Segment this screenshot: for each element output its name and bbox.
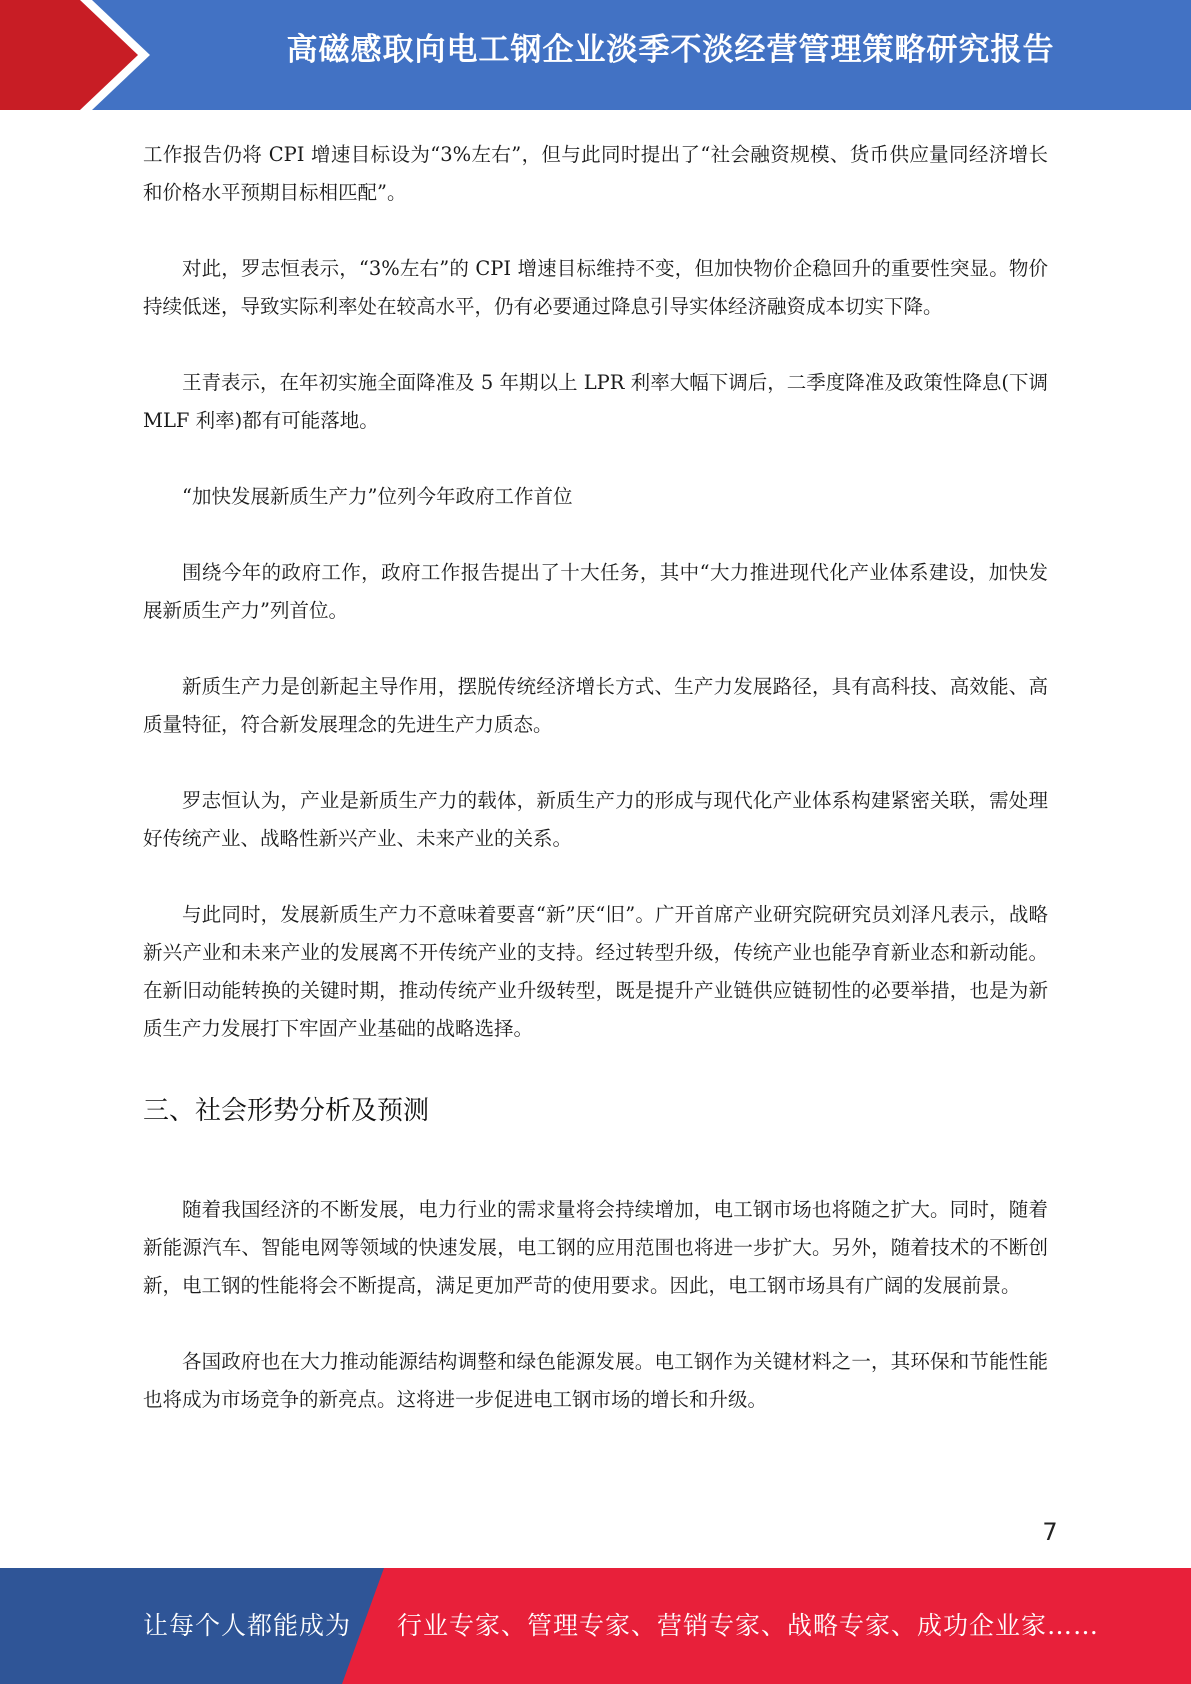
paragraph: 围绕今年的政府工作，政府工作报告提出了十大任务，其中“大力推进现代化产业体系建设，加快发展新质生产力”列首位。	[143, 561, 1048, 622]
subheading-paragraph: “加快发展新质生产力”位列今年政府工作首位	[182, 485, 573, 508]
section-heading: 三、社会形势分析及预测	[143, 1096, 430, 1126]
page-number: 7	[1042, 1518, 1058, 1546]
paragraph: 与此同时，发展新质生产力不意味着要喜“新”厌“旧”。广开首席产业研究院研究员刘泽凡表示，战略新兴产业和未来产业的发展离不开传统产业的支持。经过转型升级，传统产业也能孕育新业态和新动能。在新旧动能转换的关键时期，推动传统产业升级转型，既是提升产业链供应链韧性的必要举措，也是为新质生产力发展打下牢固产业基础的战略选择。	[143, 903, 1048, 1040]
paragraph: 工作报告仍将 CPI 增速目标设为“3%左右”，但与此同时提出了“社会融资规模、货币供应量同经济增长和价格水平预期目标相匹配”。	[143, 143, 1048, 204]
footer-slogan-right: 行业专家、管理专家、营销专家、战略专家、成功企业家……	[397, 1611, 1100, 1640]
header-chevron-decoration	[0, 0, 160, 110]
paragraph: 新质生产力是创新起主导作用，摆脱传统经济增长方式、生产力发展路径，具有高科技、高效能、高质量特征，符合新发展理念的先进生产力质态。	[143, 675, 1048, 736]
report-title: 高磁感取向电工钢企业淡季不淡经营管理策略研究报告	[286, 32, 1055, 68]
paragraph: 对此，罗志恒表示，“3%左右”的 CPI 增速目标维持不变，但加快物价企稳回升的重要性突显。物价持续低迷，导致实际利率处在较高水平，仍有必要通过降息引导实体经济融资成本切实下降。	[143, 257, 1048, 318]
page-footer	[0, 1568, 1191, 1684]
paragraph: 罗志恒认为，产业是新质生产力的载体，新质生产力的形成与现代化产业体系构建紧密关联，需处理好传统产业、战略性新兴产业、未来产业的关系。	[143, 789, 1048, 850]
document-body	[143, 136, 1048, 1457]
paragraph: 随着我国经济的不断发展，电力行业的需求量将会持续增加，电工钢市场也将随之扩大。同时，随着新能源汽车、智能电网等领域的快速发展，电工钢的应用范围也将进一步扩大。另外，随着技术的不断创新，电工钢的性能将会不断提高，满足更加严苛的使用要求。因此，电工钢市场具有广阔的发展前景。	[143, 1198, 1048, 1297]
footer-slogan-left: 让每个人都能成为	[143, 1611, 352, 1640]
paragraph: 各国政府也在大力推动能源结构调整和绿色能源发展。电工钢作为关键材料之一，其环保和节能性能也将成为市场竞争的新亮点。这将进一步促进电工钢市场的增长和升级。	[143, 1350, 1048, 1411]
paragraph: 王青表示，在年初实施全面降准及 5 年期以上 LPR 利率大幅下调后，二季度降准及政策性降息(下调 MLF 利率)都有可能落地。	[143, 371, 1048, 432]
page-header	[0, 0, 1191, 110]
